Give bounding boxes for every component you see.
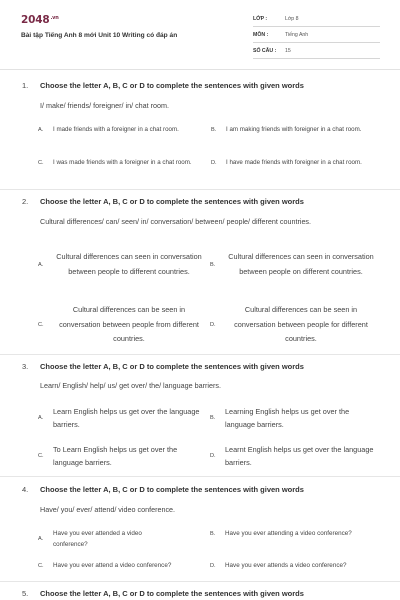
question-divider — [0, 189, 400, 190]
option-text: Have you ever attends a video conference? — [225, 562, 347, 569]
option-text: Cultural differences can be seen in conversation between people from different countries. — [59, 305, 199, 343]
meta-class-value: Lớp 8 — [285, 16, 299, 22]
option-letter: D. — [210, 321, 216, 328]
given-words: I/ make/ friends/ foreigner/ in/ chat room. — [40, 101, 170, 110]
option-c[interactable] — [38, 443, 210, 469]
option-text: I am making friends with foreigner in a chat room. — [226, 126, 362, 133]
option-d[interactable] — [211, 157, 381, 168]
document-title: Bài tập Tiếng Anh 8 mới Unit 10 Writing có đáp án — [21, 32, 178, 39]
option-text: Cultural differences can be seen in conversation between people for different countries. — [234, 305, 368, 343]
question-number: 2. — [22, 197, 29, 206]
option-text: To Learn English helps us get over the language barriers. — [53, 445, 178, 467]
meta-class-label: LỚP : — [253, 16, 268, 22]
question-number: 5. — [22, 589, 29, 598]
option-text: Learnt English helps us get over the language barriers. — [225, 445, 374, 467]
option-letter: B. — [210, 530, 216, 537]
meta-class — [253, 13, 380, 27]
meta-count — [253, 45, 380, 59]
option-a[interactable] — [38, 250, 210, 279]
meta-subject-value: Tiếng Anh — [285, 32, 309, 38]
option-c[interactable] — [38, 157, 208, 168]
option-text: I was made friends with a foreigner in a chat room. — [53, 159, 192, 166]
question-prompt: Choose the letter A, B, C or D to complete the sentences with given words — [40, 485, 304, 494]
option-b[interactable] — [210, 405, 382, 431]
option-letter: A. — [38, 126, 44, 133]
option-b[interactable] — [210, 250, 382, 279]
question-number: 3. — [22, 362, 29, 371]
option-d[interactable] — [210, 562, 385, 569]
option-letter: D. — [210, 562, 216, 569]
header-divider — [0, 69, 400, 70]
option-text: I have made friends with foreigner in a chat room. — [226, 159, 362, 166]
option-text: Have you ever attending a video conference? — [225, 530, 352, 537]
question-divider — [0, 476, 400, 477]
option-d[interactable] — [210, 303, 382, 347]
option-letter: B. — [210, 261, 216, 268]
option-letter: A. — [38, 261, 44, 268]
meta-subject-label: MÔN : — [253, 32, 269, 38]
question-prompt: Choose the letter A, B, C or D to complete the sentences with given words — [40, 81, 304, 90]
option-text: Learning English helps us get over the language barriers. — [225, 407, 350, 429]
question-number: 4. — [22, 485, 29, 494]
option-b[interactable] — [210, 528, 382, 539]
question-divider — [0, 581, 400, 582]
option-c[interactable] — [38, 303, 210, 347]
option-text: Have you ever attended a video conference? — [53, 530, 142, 548]
option-b[interactable] — [211, 124, 381, 135]
option-letter: B. — [210, 415, 216, 421]
given-words: Cultural differences/ can/ seen/ in/ conversation/ between/ people/ different countries. — [40, 217, 312, 226]
option-text: I made friends with a foreigner in a chat room. — [53, 126, 179, 133]
question-prompt: Choose the letter A, B, C or D to complete the sentences with given words — [40, 589, 304, 598]
option-d[interactable] — [210, 443, 382, 469]
option-a[interactable] — [38, 528, 210, 550]
document-header — [0, 0, 400, 64]
question-number: 1. — [22, 81, 29, 90]
option-letter: C. — [38, 453, 44, 459]
option-a[interactable] — [38, 405, 210, 431]
option-letter: D. — [211, 159, 217, 166]
option-letter: A. — [38, 415, 44, 421]
question-prompt: Choose the letter A, B, C or D to complete the sentences with given words — [40, 362, 304, 371]
question-divider — [0, 354, 400, 355]
option-letter: C. — [38, 159, 44, 166]
option-text: Cultural differences can seen in conversation between people on different countries. — [228, 252, 374, 276]
option-c[interactable] — [38, 562, 210, 569]
given-words: Learn/ English/ help/ us/ get over/ the/ language barriers. — [40, 381, 221, 390]
option-letter: B. — [211, 126, 217, 133]
option-letter: C. — [38, 562, 44, 569]
logo-suffix: .vn — [50, 14, 59, 21]
option-letter: A. — [38, 536, 44, 542]
option-text: Learn English helps us get over the language barriers. — [53, 407, 200, 429]
option-text: Cultural differences can seen in conversation between people to different countries. — [56, 252, 202, 276]
meta-count-label: SỐ CÂU : — [253, 48, 277, 54]
meta-subject — [253, 29, 380, 43]
option-letter: D. — [210, 453, 216, 459]
option-a[interactable] — [38, 124, 208, 135]
site-logo[interactable] — [21, 14, 59, 26]
option-letter: C. — [38, 321, 44, 328]
given-words: Have/ you/ ever/ attend/ video conference. — [40, 505, 176, 514]
meta-count-value: 15 — [285, 48, 291, 54]
option-text: Have you ever attend a video conference? — [53, 562, 172, 569]
logo-text: 2048 — [21, 14, 50, 26]
question-prompt: Choose the letter A, B, C or D to complete the sentences with given words — [40, 197, 304, 206]
